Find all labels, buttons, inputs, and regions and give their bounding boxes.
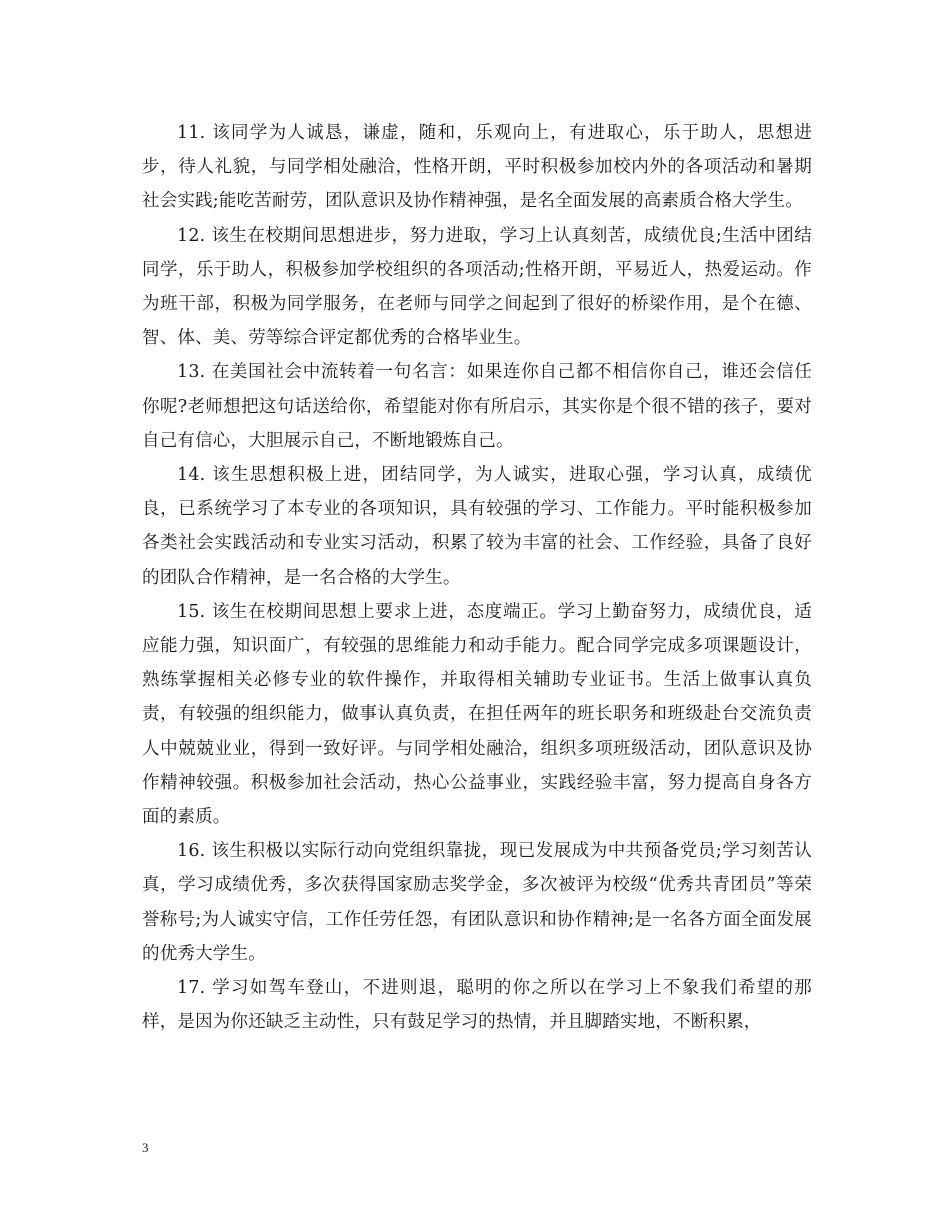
paragraph-13: 13. 在美国社会中流转着一句名言：如果连你自己都不相信你自己，谁还会信任你呢?老师想把这句话送给你，希望能对你有所启示，其实你是个很不错的孩子，要对自己有信心，大胆展示自己，不断地锻炼自己。 bbox=[142, 362, 812, 451]
paragraph-14: 14. 该生思想积极上进，团结同学，为人诚实，进取心强，学习认真，成绩优良，已系统学习了本专业的各项知识，具有较强的学习、工作能力。平时能积极参加各类社会实践活动和专业实习活动，积累了较为丰富的社会、工作经验，具备了良好的团队合作精神，是一名合格的大学生。 bbox=[142, 465, 812, 588]
paragraph-12: 12. 该生在校期间思想进步，努力进取，学习上认真刻苦，成绩优良;生活中团结同学，乐于助人，积极参加学校组织的各项活动;性格开朗，平易近人，热爱运动。作为班干部，积极为同学服务，在老师与同学之间起到了很好的桥梁作用，是个在德、智、体、美、劳等综合评定都优秀的合格毕业生。 bbox=[142, 225, 812, 349]
paragraph-15: 15. 该生在校期间思想上要求上进，态度端正。学习上勤奋努力，成绩优良，适应能力强，知识面广，有较强的思维能力和动手能力。配合同学完成多项课题设计，熟练掌握相关必修专业的软件操作，并取得相关辅助专业证书。生活上做事认真负责，有较强的组织能力，做事认真负责，在担任两年的班长职务和班级赴台交流负责人中兢兢业业，得到一致好评。与同学相处融洽，组织多项班级活动，团队意识及协作精神较强。积极参加社会活动，热心公益事业，实践经验丰富，努力提高自身各方面的素质。 bbox=[142, 601, 812, 828]
document-body bbox=[142, 116, 812, 1039]
page-number: 3 bbox=[142, 1140, 149, 1155]
paragraph-17: 17. 学习如驾车登山，不进则退，聪明的你之所以在学习上不象我们希望的那样，是因为你还缺乏主动性，只有鼓足学习的热情，并且脚踏实地，不断积累， bbox=[142, 978, 812, 1033]
paragraph-11: 11. 该同学为人诚恳，谦虚，随和，乐观向上，有进取心，乐于助人，思想进步，待人礼貌，与同学相处融洽，性格开朗，平时积极参加校内外的各项活动和暑期社会实践;能吃苦耐劳，团队意识及协作精神强，是名全面发展的高素质合格大学生。 bbox=[142, 123, 812, 212]
paragraph-16: 16. 该生积极以实际行动向党组织靠拢，现已发展成为中共预备党员;学习刻苦认真，学习成绩优秀，多次获得国家励志奖学金，多次被评为校级“优秀共青团员”等荣誉称号;为人诚实守信，工作任劳任怨，有团队意识和协作精神;是一名各方面全面发展的优秀大学生。 bbox=[142, 841, 812, 964]
